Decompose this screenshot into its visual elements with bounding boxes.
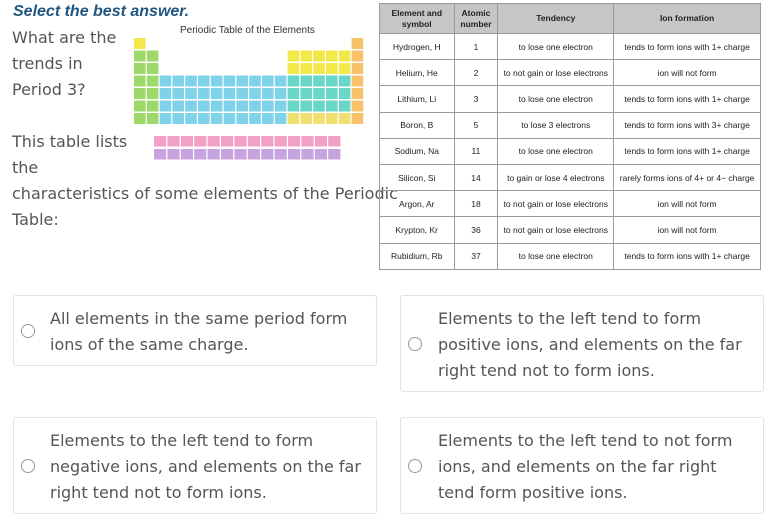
element-cell <box>211 101 223 112</box>
element-cell <box>288 136 300 147</box>
element-cell <box>234 136 246 147</box>
element-cell <box>339 101 351 112</box>
periodic-table-graphic <box>130 22 374 164</box>
element-cell <box>198 113 210 124</box>
element-cell <box>262 113 274 124</box>
table-cell: Rubidium, Rb <box>380 243 455 269</box>
element-cell <box>301 149 313 160</box>
element-cell <box>234 149 246 160</box>
element-properties-table <box>379 3 761 270</box>
element-cell <box>134 63 146 74</box>
periodic-table-title: Periodic Table of the Elements <box>180 25 315 36</box>
table-cell: to lose 3 electrons <box>498 112 614 138</box>
element-cell <box>352 38 364 49</box>
element-cell <box>326 101 338 112</box>
element-cell <box>326 51 338 62</box>
element-cell <box>352 51 364 62</box>
periodic-table-image <box>130 22 374 164</box>
column-header-atomic-number: Atomic number <box>454 4 498 34</box>
element-cell <box>208 136 220 147</box>
element-cell <box>181 136 193 147</box>
table-cell: 37 <box>454 243 498 269</box>
element-cell <box>134 76 146 87</box>
element-cell <box>288 51 300 62</box>
element-cell <box>147 101 159 112</box>
element-cell <box>288 149 300 160</box>
element-cell <box>313 51 325 62</box>
element-cell <box>147 113 159 124</box>
table-cell: Lithium, Li <box>380 86 455 112</box>
table-cell: to gain or lose 4 electrons <box>498 164 614 190</box>
element-cell <box>221 136 233 147</box>
element-cell <box>154 149 166 160</box>
element-cell <box>328 149 340 160</box>
table-cell: Krypton, Kr <box>380 217 455 243</box>
element-cell <box>262 76 274 87</box>
table-cell: Boron, B <box>380 112 455 138</box>
element-cell <box>326 88 338 99</box>
element-cell <box>288 88 300 99</box>
table-cell: to not gain or lose electrons <box>498 191 614 217</box>
element-cell <box>147 76 159 87</box>
element-cell <box>167 136 179 147</box>
element-cell <box>134 101 146 112</box>
table-cell: to lose one electron <box>498 86 614 112</box>
element-cell <box>275 136 287 147</box>
element-cell <box>172 101 184 112</box>
table-cell: 11 <box>454 138 498 164</box>
element-cell <box>224 76 236 87</box>
element-cell <box>313 63 325 74</box>
element-cell <box>194 136 206 147</box>
table-cell: rarely forms ions of 4+ or 4− charge <box>614 164 761 190</box>
element-cell <box>221 149 233 160</box>
element-cell <box>172 113 184 124</box>
element-cell <box>275 113 287 124</box>
table-cell: Sodium, Na <box>380 138 455 164</box>
element-cell <box>288 63 300 74</box>
table-cell: tends to form ions with 1+ charge <box>614 34 761 60</box>
element-cell <box>147 88 159 99</box>
element-cell <box>261 149 273 160</box>
table-cell: to not gain or lose electrons <box>498 217 614 243</box>
element-cell <box>275 76 287 87</box>
element-cell <box>339 76 351 87</box>
element-cell <box>185 113 197 124</box>
answer-choice-a[interactable] <box>13 295 377 366</box>
intro-line: characteristics of some elements of the Periodic <box>12 184 398 203</box>
table-cell: ion will not form <box>614 217 761 243</box>
element-cell <box>160 101 172 112</box>
table-cell: 18 <box>454 191 498 217</box>
question-line: What are the <box>12 28 117 47</box>
element-cell <box>224 88 236 99</box>
table-cell: Argon, Ar <box>380 191 455 217</box>
element-cell <box>160 113 172 124</box>
answer-choice-text: Elements to the left tend to form positive ions, and elements on the far right tend not to form ions. <box>438 309 742 380</box>
element-cell <box>326 113 338 124</box>
element-cell <box>134 51 146 62</box>
table-cell: to lose one electron <box>498 243 614 269</box>
element-cell <box>134 113 146 124</box>
element-cell <box>261 136 273 147</box>
answer-choice-c[interactable] <box>13 417 377 514</box>
question-line: trends in <box>12 54 83 73</box>
element-cell <box>160 88 172 99</box>
element-cell <box>211 113 223 124</box>
answer-choice-text: Elements to the left tend to not form ions, and elements on the far right tend form positive ions. <box>438 431 733 502</box>
element-cell <box>339 63 351 74</box>
intro-line: This table lists <box>12 132 128 151</box>
table-cell: 5 <box>454 112 498 138</box>
element-cell <box>352 101 364 112</box>
element-cell <box>275 88 287 99</box>
element-cell <box>198 76 210 87</box>
table-cell: ion will not form <box>614 191 761 217</box>
answer-choice-text: Elements to the left tend to form negative ions, and elements on the far right tend not to form ions. <box>50 431 361 502</box>
answer-choice-d[interactable] <box>400 417 764 514</box>
radio-button-c[interactable] <box>21 459 35 473</box>
element-cell <box>147 51 159 62</box>
element-cell <box>288 101 300 112</box>
element-cell <box>185 88 197 99</box>
table-cell: tends to form ions with 1+ charge <box>614 243 761 269</box>
element-cell <box>224 101 236 112</box>
element-cell <box>172 88 184 99</box>
table-row <box>380 164 761 190</box>
element-cell <box>236 113 248 124</box>
element-cell <box>300 63 312 74</box>
element-cell <box>194 149 206 160</box>
element-cell <box>300 88 312 99</box>
element-cell <box>288 113 300 124</box>
element-cell <box>315 136 327 147</box>
element-cell <box>313 113 325 124</box>
element-cell <box>301 136 313 147</box>
element-cell <box>313 88 325 99</box>
table-row <box>380 217 761 243</box>
radio-button-a[interactable] <box>21 324 35 338</box>
element-cell <box>248 149 260 160</box>
element-cell <box>224 113 236 124</box>
element-cell <box>326 63 338 74</box>
element-cell <box>339 88 351 99</box>
answer-choice-text: All elements in the same period form ions of the same charge. <box>50 309 348 354</box>
element-cell <box>236 76 248 87</box>
element-cell <box>275 101 287 112</box>
table-row <box>380 86 761 112</box>
element-cell <box>352 63 364 74</box>
table-cell: to not gain or lose electrons <box>498 60 614 86</box>
element-cell <box>249 88 261 99</box>
instruction-header: Select the best answer. <box>13 3 190 20</box>
element-cell <box>211 88 223 99</box>
element-cell <box>352 88 364 99</box>
column-header-element: Element and symbol <box>380 4 455 34</box>
element-cell <box>300 51 312 62</box>
table-cell: tends to form ions with 1+ charge <box>614 138 761 164</box>
intro-line: the <box>12 158 39 177</box>
element-cell <box>328 136 340 147</box>
table-cell: 36 <box>454 217 498 243</box>
table-row <box>380 191 761 217</box>
element-cell <box>198 88 210 99</box>
element-cell <box>313 76 325 87</box>
table-cell: Helium, He <box>380 60 455 86</box>
table-cell: 1 <box>454 34 498 60</box>
table-row <box>380 112 761 138</box>
element-cell <box>208 149 220 160</box>
element-cell <box>352 76 364 87</box>
table-cell: tends to form ions with 1+ charge <box>614 86 761 112</box>
element-cell <box>134 88 146 99</box>
element-cell <box>134 38 146 49</box>
element-cell <box>160 76 172 87</box>
element-cell <box>262 101 274 112</box>
element-cell <box>315 149 327 160</box>
element-cell <box>313 101 325 112</box>
element-cell <box>326 76 338 87</box>
element-cell <box>300 101 312 112</box>
table-cell: Silicon, Si <box>380 164 455 190</box>
table-row <box>380 60 761 86</box>
element-cell <box>275 149 287 160</box>
element-cell <box>236 88 248 99</box>
element-cell <box>185 76 197 87</box>
element-cell <box>249 101 261 112</box>
element-cell <box>300 113 312 124</box>
element-cell <box>339 113 351 124</box>
element-cell <box>288 76 300 87</box>
table-cell: tends to form ions with 3+ charge <box>614 112 761 138</box>
element-cell <box>249 113 261 124</box>
element-cell <box>198 101 210 112</box>
table-row <box>380 138 761 164</box>
element-cell <box>300 76 312 87</box>
intro-line: Table: <box>12 210 59 229</box>
element-cell <box>154 136 166 147</box>
table-cell: 14 <box>454 164 498 190</box>
question-line: Period 3? <box>12 80 86 99</box>
element-cell <box>249 76 261 87</box>
table-cell: 2 <box>454 60 498 86</box>
column-header-tendency: Tendency <box>498 4 614 34</box>
element-cell <box>172 76 184 87</box>
element-cell <box>352 113 364 124</box>
table-row <box>380 243 761 269</box>
element-cell <box>185 101 197 112</box>
radio-button-d[interactable] <box>408 459 422 473</box>
table-row <box>380 34 761 60</box>
element-cell <box>236 101 248 112</box>
table-cell: to lose one electron <box>498 34 614 60</box>
radio-button-b[interactable] <box>408 337 422 351</box>
table-cell: Hydrogen, H <box>380 34 455 60</box>
table-cell: 3 <box>454 86 498 112</box>
table-cell: ion will not form <box>614 60 761 86</box>
column-header-ion-formation: Ion formation <box>614 4 761 34</box>
element-cell <box>262 88 274 99</box>
element-cell <box>211 76 223 87</box>
table-cell: to lose one electron <box>498 138 614 164</box>
element-cell <box>248 136 260 147</box>
element-cell <box>181 149 193 160</box>
answer-choice-b[interactable] <box>400 295 764 392</box>
element-cell <box>167 149 179 160</box>
element-cell <box>147 63 159 74</box>
element-cell <box>339 51 351 62</box>
